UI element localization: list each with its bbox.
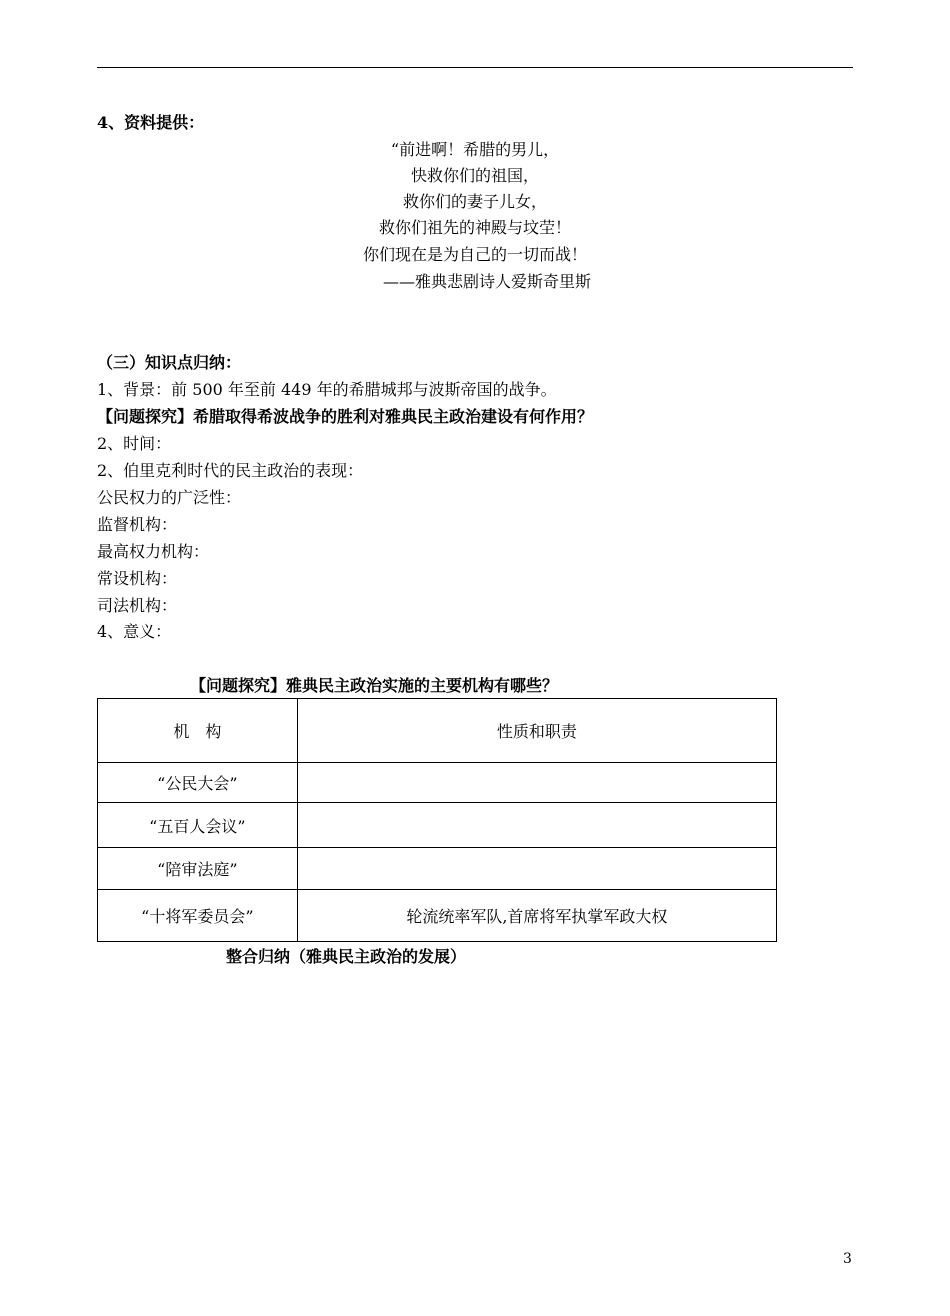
header-duties: 性质和职责 — [297, 699, 776, 763]
table-header-row — [98, 699, 777, 763]
summary-heading: （三）知识点归纳： — [97, 353, 242, 372]
meaning-line: 4、意义： — [97, 622, 172, 641]
manifestation-line: 2、伯里克利时代的民主政治的表现： — [97, 461, 364, 480]
institution-name: “五百人会议” — [98, 803, 298, 848]
table-row — [98, 848, 777, 890]
header-institution: 机 构 — [98, 699, 298, 763]
page-number: 3 — [843, 1251, 852, 1267]
institution-duty — [297, 848, 776, 890]
poem-line-4: 救你们祖先的神殿与坟茔！ — [378, 218, 571, 237]
item-standing-body: 常设机构： — [97, 569, 178, 588]
institution-duty — [297, 763, 776, 803]
table-row — [98, 890, 777, 942]
item-judicial: 司法机构： — [97, 596, 178, 615]
table-row — [98, 763, 777, 803]
section-4-heading: 4、资料提供： — [97, 113, 205, 132]
item-supervision: 监督机构： — [97, 515, 178, 534]
background-line: 1、背景：前 500 年至前 449 年的希腊城邦与波斯帝国的战争。 — [97, 380, 557, 399]
inquiry-question-1: 【问题探究】希腊取得希波战争的胜利对雅典民主政治建设有何作用？ — [97, 407, 594, 426]
institution-duty: 轮流统率军队,首席将军执掌军政大权 — [297, 890, 776, 942]
poem-line-1: “前进啊！希腊的男儿， — [390, 140, 560, 159]
item-citizen-rights: 公民权力的广泛性： — [97, 488, 242, 507]
institutions-table — [97, 698, 777, 942]
item-supreme-power: 最高权力机构： — [97, 542, 210, 561]
institution-name: “陪审法庭” — [98, 848, 298, 890]
institution-name: “十将军委员会” — [98, 890, 298, 942]
poem-line-3: 救你们的妻子儿女， — [402, 192, 547, 211]
header-rule — [97, 67, 853, 68]
integration-heading: 整合归纳（雅典民主政治的发展） — [226, 947, 467, 966]
institution-duty — [297, 803, 776, 848]
poem-line-2: 快救你们的祖国， — [410, 166, 539, 185]
poem-attribution: ——雅典悲剧诗人爱斯奇里斯 — [382, 272, 591, 291]
table-row — [98, 803, 777, 848]
inquiry-question-2: 【问题探究】雅典民主政治实施的主要机构有哪些？ — [190, 676, 559, 695]
institution-name: “公民大会” — [98, 763, 298, 803]
poem-line-5: 你们现在是为自己的一切而战！ — [362, 245, 587, 264]
time-line: 2、时间： — [97, 434, 172, 453]
